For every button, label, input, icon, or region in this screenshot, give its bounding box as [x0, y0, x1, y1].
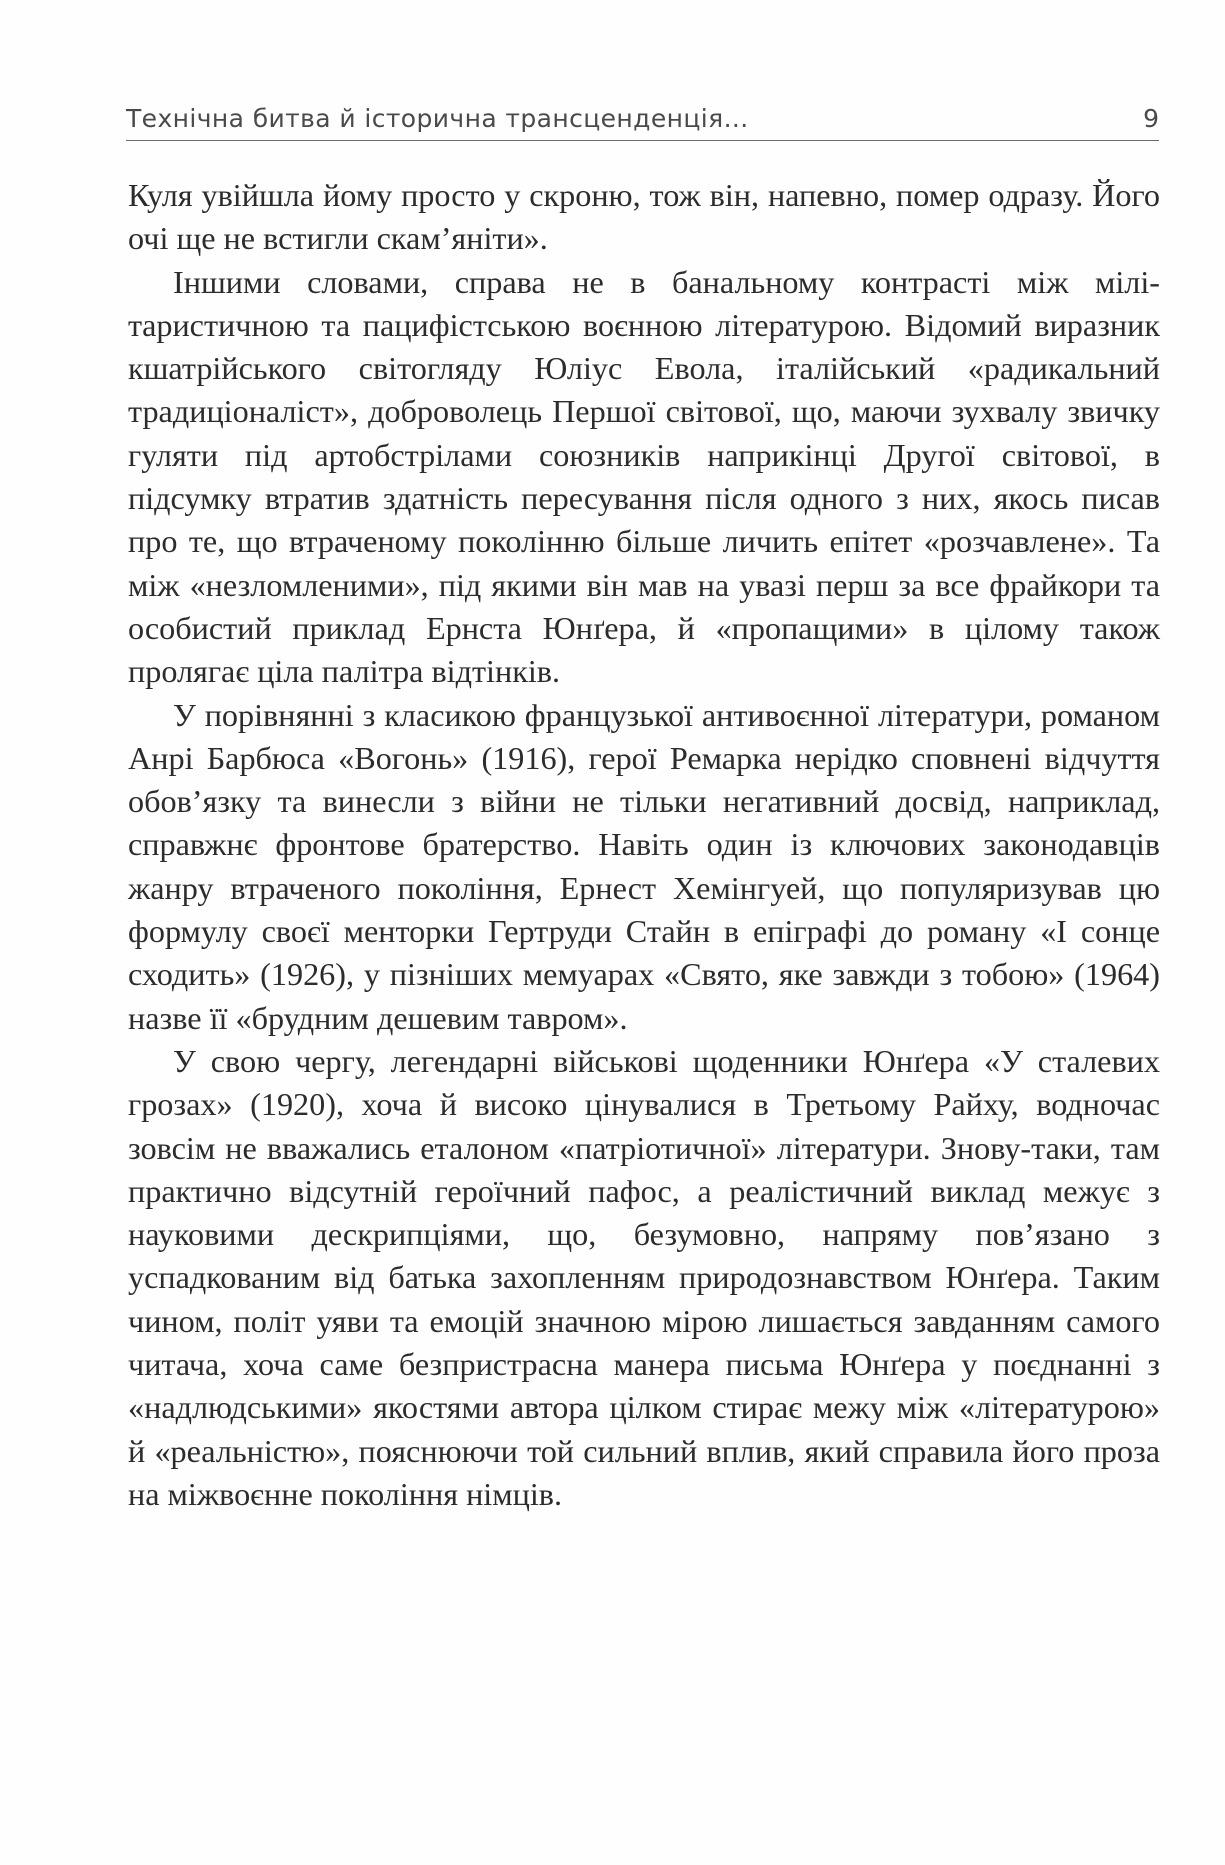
running-header: [126, 98, 1159, 141]
page-number: 9: [1143, 104, 1159, 133]
body-text: [128, 174, 1160, 1516]
paragraph-3: У порівнянні з класикою французької антивоєнної літератури, романом Анрі Барбюса «Вогонь» (1916), герої Ремарка нерідко сповнені відчуття обов’язку та винесли з війни не тільки негативний досвід, наприклад, справжнє фронтове братерство. Навіть один із ключових законодавців жанру втраченого покоління, Ернест Хемінгуей, що популяризував цю формулу своєї менторки Гертруди Стайн в епіграфі до роману «І сонце сходить» (1926), у пізніших мемуарах «Свято, яке завжди з тобою» (1964) назве її «брудним дешевим тавром».: [128, 696, 1160, 1036]
chapter-title: Технічна битва й історична трансценденція...: [126, 104, 749, 133]
paragraph-1: Куля увійшла йому просто у скроню, тож він, напевно, помер одразу. Його очі ще не встигли скам’яніти».: [128, 177, 1160, 257]
paragraph-4: У свою чергу, легендарні військові щоденники Юнґера «У сталевих грозах» (1920), хоча й високо цінувалися в Третьому Райху, водночас зовсім не вважались еталоном «патріотичної» літератури. Знову-таки, там практично відсутній героїчний пафос, а реалістичний виклад межує з науковими дескрипціями, що, безумовно, напряму пов’язано з успадкованим від батька захопленням природознавством Юнґера. Таким чином, політ уяви та емоцій значною мірою лишається завданням самого читача, хоча саме безпристрасна манера письма Юнґера у поєднанні з «надлюдськими» якостями автора цілком стирає межу між «літературою» й «реальністю», пояснюючи той сильний вплив, який справила його проза на міжвоєнне покоління німців.: [128, 1042, 1160, 1512]
paragraph-2: Іншими словами, справа не в банальному контрасті між мілітaристичною та пацифістською воєнною літературою. Відомий виразник кшатрійського світогляду Юліус Евола, італійський «радикальний традиціоналіст», доброволець Першої світової, що, маючи зухвалу звичку гуляти під артобстрілами союзників наприкінці Другої світової, в підсумку втратив здатність пересування після одного з них, якось писав про те, що втраченому поколінню більше личить епітет «розчавлене». Та між «незломленими», під якими він мав на увазі перш за все фрайкори та особистий приклад Ернста Юнґера, й «пропащими» в цілому також пролягає ціла палітра відтінків.: [128, 263, 1160, 690]
